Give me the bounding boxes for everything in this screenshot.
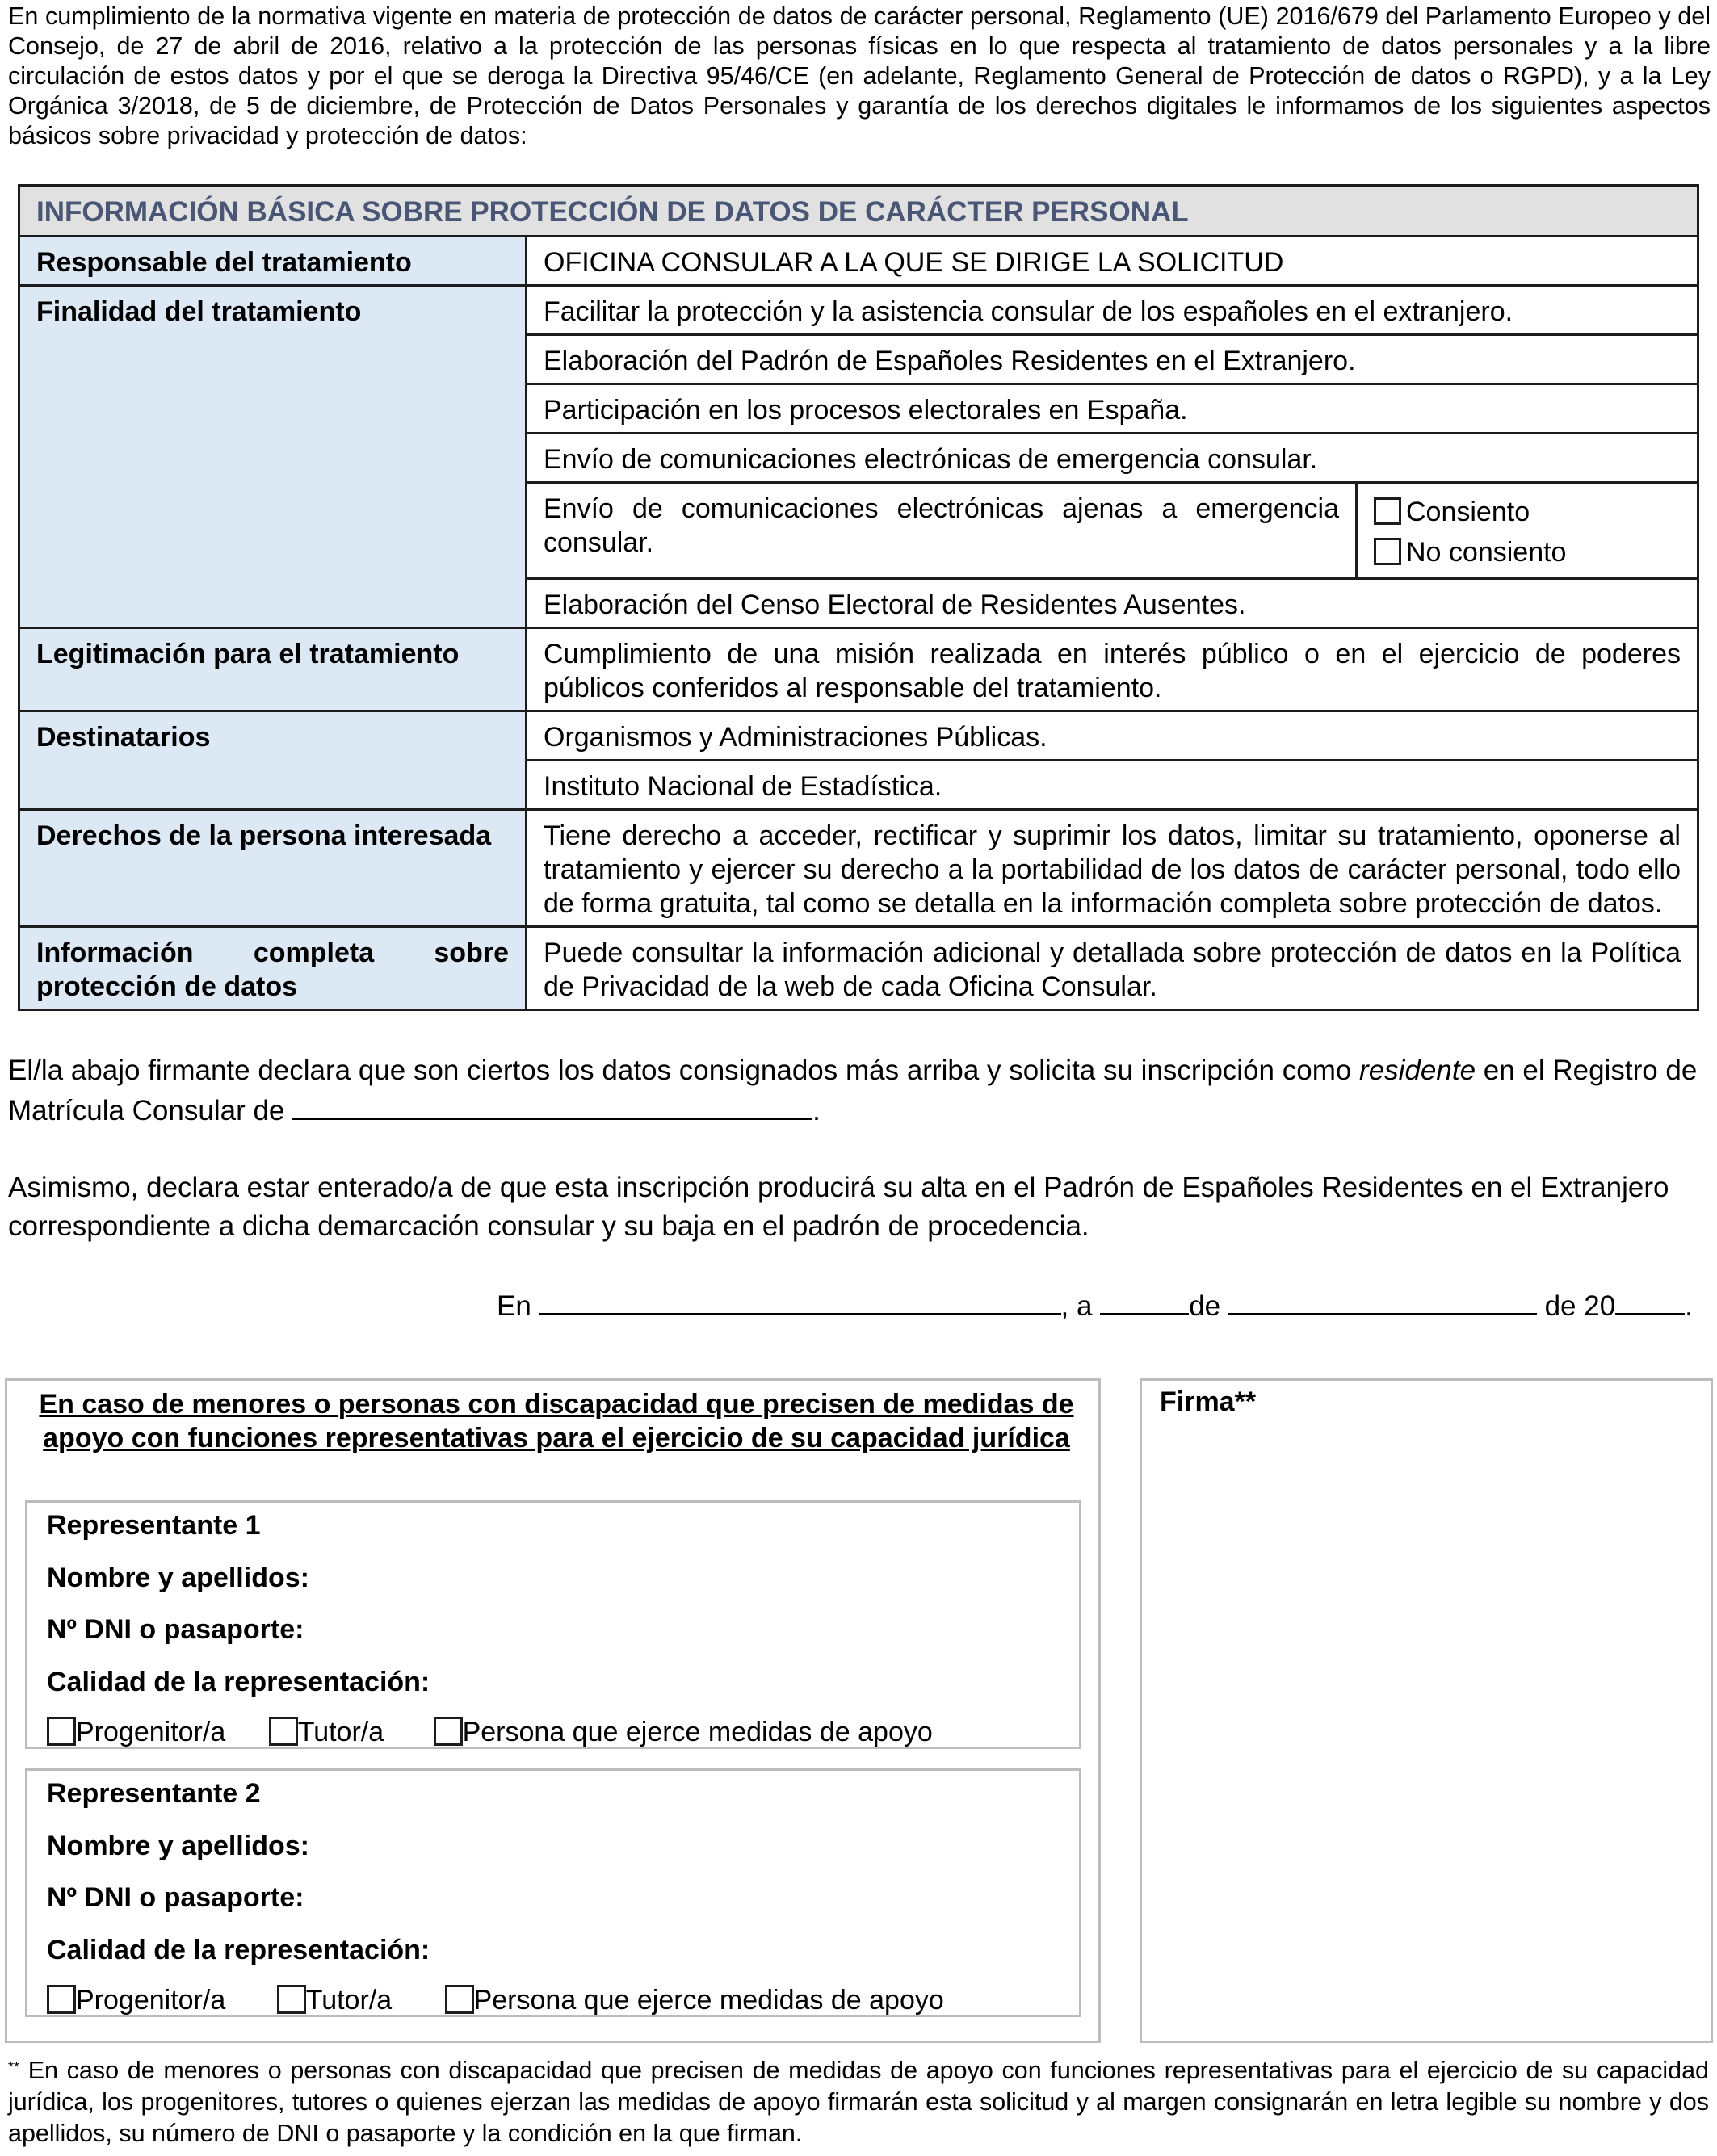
- derechos-value: Tiene derecho a acceder, rectificar y suprimir los datos, limitar su tratamiento, oponerse al tratamiento y ejercer su derecho a la portabilidad de los datos de carácter personal, todo ello de forma gratuita, tal como se detalla en la información completa sobre protección de datos.: [527, 810, 1698, 927]
- representative-1: [25, 1500, 1081, 1749]
- checkbox-tutor[interactable]: [277, 1985, 306, 2014]
- footnote-mark: **: [8, 2059, 20, 2075]
- finalidad-item: Participación en los procesos electorales en España.: [527, 384, 1698, 434]
- rep-calidad-label: Calidad de la representación:: [47, 1667, 430, 1697]
- checkbox-medidas-apoyo[interactable]: [445, 1985, 474, 2014]
- consent-label: No consiento: [1406, 537, 1567, 568]
- finalidad-item: Facilitar la protección y la asistencia consular de los españoles en el extranjero.: [527, 286, 1698, 335]
- asimismo-paragraph: Asimismo, declara estar enterado/a de que esta inscripción producirá su alta en el Padrón de Españoles Residentes en el Extranjero correspondiente a dicha demarcación consular y su baja en el padrón de procedencia.: [8, 1172, 1669, 1242]
- table-row: [19, 237, 1698, 286]
- table-row: [19, 927, 1698, 1010]
- declaration-residente: residente: [1359, 1055, 1476, 1086]
- table-row: [19, 628, 1698, 711]
- legitimacion-label: Legitimación para el tratamiento: [19, 628, 527, 711]
- signature-box[interactable]: [1140, 1378, 1713, 2043]
- footnote-text: En caso de menores o personas con discapacidad que precisen de medidas de apoyo con funciones representativas para el ejercicio de su capacidad jurídica, los progenitores, tutores o quienes ejerzan las medidas de apoyo firmarán esta solicitud y al margen consignarán en letra legible su nombre y dos apellidos, su número de DNI o pasaporte y la condición en la que firman.: [8, 2057, 1709, 2147]
- option-label: Progenitor/a: [76, 1985, 226, 2015]
- intro-paragraph: En cumplimiento de la normativa vigente en materia de protección de datos de carácter personal, Reglamento (UE) 2016/679 del Parlamento Europeo y del Consejo, de 27 de abril de 2016, relativo a la protección de las personas físicas en lo que respecta al tratamiento de datos personales y a la libre circulación de estos datos y por el que se deroga la Directiva 95/46/CE (en adelante, Reglamento General de Protección de datos o RGPD), y a la Ley Orgánica 3/2018, de 5 de diciembre, de Protección de Datos Personales y garantía de los derechos digitales le informamos de los siguientes aspectos básicos sobre privacidad y protección de datos:: [8, 2, 1711, 149]
- rep-calidad-label: Calidad de la representación:: [47, 1935, 430, 1965]
- checkbox-progenitor[interactable]: [47, 1985, 76, 2014]
- destinatarios-label: Destinatarios: [19, 711, 527, 810]
- dateline-de: de: [1189, 1290, 1228, 1322]
- destinatarios-item: Instituto Nacional de Estadística.: [527, 761, 1698, 810]
- finalidad-item: Envío de comunicaciones electrónicas ajenas a emergencia consular.: [527, 483, 1357, 579]
- option-label: Tutor/a: [297, 1717, 384, 1747]
- data-protection-table: [18, 184, 1699, 1011]
- date-place-line: [497, 1286, 1708, 1326]
- place-blank-field[interactable]: [539, 1286, 1061, 1315]
- finalidad-item: Elaboración del Censo Electoral de Residentes Ausentes.: [527, 579, 1698, 628]
- declaration-text: El/la abajo firmante declara que son ciertos los datos consignados más arriba y solicita su inscripción como: [8, 1055, 1360, 1086]
- checkbox-progenitor[interactable]: [47, 1717, 76, 1746]
- day-blank-field[interactable]: [1100, 1286, 1189, 1315]
- declaration-text: en el Registro de Matrícula Consular de: [8, 1055, 1698, 1126]
- representative-2: [25, 1768, 1081, 2017]
- year-blank-field[interactable]: [1615, 1286, 1685, 1315]
- checkbox-tutor[interactable]: [269, 1717, 298, 1746]
- table-row: [19, 711, 1698, 761]
- finalidad-item: Envío de comunicaciones electrónicas de emergencia consular.: [527, 434, 1698, 483]
- dateline-en: En: [497, 1290, 539, 1322]
- checkbox-medidas-apoyo[interactable]: [434, 1717, 463, 1746]
- finalidad-label: Finalidad del tratamiento: [19, 286, 527, 628]
- rep-dni-field[interactable]: Nº DNI o pasaporte:: [47, 1614, 304, 1645]
- dateline-de20: de 20: [1536, 1290, 1616, 1322]
- rep-options: [47, 1984, 944, 2016]
- consent-options: [1357, 483, 1698, 579]
- checkbox-no-consiento[interactable]: [1374, 538, 1401, 565]
- info-value: Puede consultar la información adicional y detallada sobre protección de datos en la Política de Privacidad de la web de cada Oficina Consular.: [527, 927, 1698, 1010]
- responsable-label: Responsable del tratamiento: [19, 237, 527, 286]
- signature-label: Firma**: [1160, 1386, 1257, 1417]
- declaration-paragraph: [8, 1051, 1709, 1130]
- rep-heading: Representante 2: [47, 1778, 261, 1809]
- footnote: [8, 2055, 1709, 2150]
- dateline-end: .: [1685, 1290, 1693, 1322]
- derechos-label: Derechos de la persona interesada: [19, 810, 527, 927]
- info-label: Información completa sobre protección de datos: [19, 927, 527, 1010]
- table-header: INFORMACIÓN BÁSICA SOBRE PROTECCIÓN DE DATOS DE CARÁCTER PERSONAL: [19, 186, 1698, 237]
- representatives-title: En caso de menores o personas con discapacidad que precisen de medidas de apoyo con funciones representativas para el ejercicio de su capacidad jurídica: [39, 1389, 1074, 1453]
- option-label: Persona que ejerce medidas de apoyo: [473, 1985, 944, 2015]
- representatives-box: [5, 1378, 1101, 2043]
- rep-nombre-field[interactable]: Nombre y apellidos:: [47, 1831, 309, 1861]
- rep-nombre-field[interactable]: Nombre y apellidos:: [47, 1562, 309, 1593]
- dateline-a: , a: [1060, 1290, 1101, 1322]
- option-label: Persona que ejerce medidas de apoyo: [462, 1717, 933, 1747]
- declaration-end: .: [812, 1095, 821, 1126]
- consent-option[interactable]: [1374, 532, 1681, 573]
- registro-blank-field[interactable]: [292, 1090, 812, 1120]
- rep-dni-field[interactable]: Nº DNI o pasaporte:: [47, 1882, 304, 1913]
- option-label: Tutor/a: [305, 1985, 393, 2015]
- consent-option[interactable]: [1374, 492, 1681, 532]
- rep-heading: Representante 1: [47, 1510, 261, 1541]
- month-blank-field[interactable]: [1228, 1286, 1537, 1315]
- finalidad-item: Elaboración del Padrón de Españoles Residentes en el Extranjero.: [527, 335, 1698, 384]
- responsable-value: OFICINA CONSULAR A LA QUE SE DIRIGE LA SOLICITUD: [527, 237, 1698, 286]
- option-label: Progenitor/a: [76, 1717, 226, 1747]
- table-row: [19, 810, 1698, 927]
- rep-options: [47, 1716, 933, 1748]
- consent-label: Consiento: [1406, 497, 1530, 527]
- checkbox-consiento[interactable]: [1374, 497, 1401, 525]
- table-row: [19, 286, 1698, 335]
- destinatarios-item: Organismos y Administraciones Públicas.: [527, 711, 1698, 761]
- legitimacion-value: Cumplimiento de una misión realizada en interés público o en el ejercicio de poderes públicos conferidos al responsable del tratamiento.: [527, 628, 1698, 711]
